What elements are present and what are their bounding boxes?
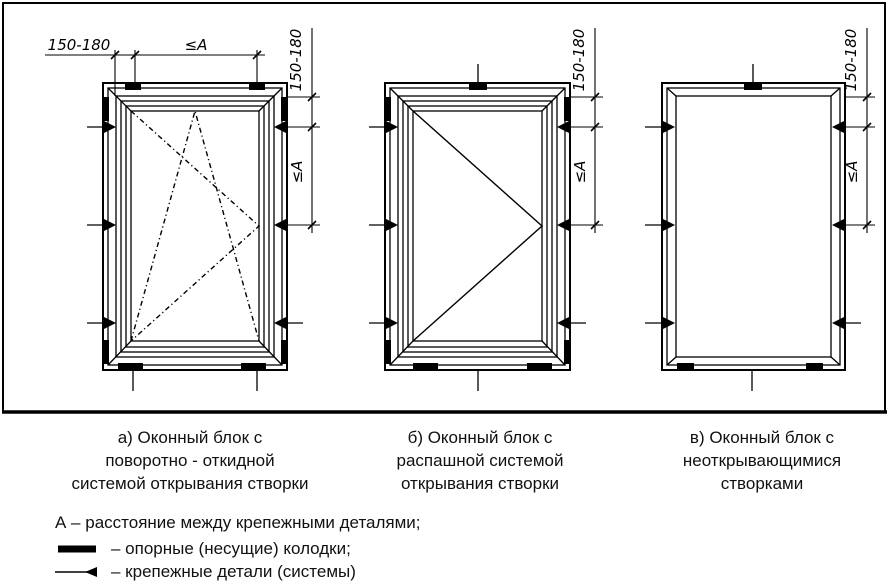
- fastener-icon: [55, 565, 103, 579]
- legend-support-blocks-text: – опорные (несущие) колодки;: [111, 539, 351, 558]
- caption-line: неоткрывающимися: [682, 451, 842, 470]
- window-c-dim-right: [842, 28, 875, 233]
- window-b-fasteners: [369, 64, 586, 391]
- dim-label-spacing-top-a: ≤A: [184, 36, 208, 54]
- window-a-opening-lines: [131, 111, 259, 341]
- window-b-drawing: [369, 28, 603, 391]
- caption-line: б) Оконный блок с: [407, 428, 553, 447]
- window-a-fasteners: [87, 121, 303, 391]
- window-c-fasteners: [645, 64, 861, 391]
- window-a-drawing: [45, 28, 320, 391]
- caption-line: распашной системой: [396, 451, 564, 470]
- caption-window-b: [330, 426, 630, 495]
- dim-label-offset-right-c: 150-180: [842, 28, 860, 92]
- dim-label-spacing-right-a: ≤A: [288, 160, 306, 184]
- window-c-drawing: [645, 28, 875, 391]
- dim-label-offset-top-a: 150-180: [47, 36, 111, 54]
- window-a-dim-top: [45, 36, 265, 96]
- window-a-dim-right: [286, 28, 320, 233]
- caption-line: створками: [720, 474, 804, 493]
- dim-label-spacing-right-b: ≤A: [571, 160, 589, 184]
- caption-line: а) Оконный блок с: [117, 428, 263, 447]
- legend-item-fasteners: [55, 562, 356, 582]
- window-b-opening-lines: [413, 111, 542, 341]
- caption-line: открывания створки: [400, 474, 560, 493]
- caption-window-a: [40, 426, 340, 495]
- legend-item-distance: [55, 513, 421, 533]
- legend-item-support-blocks: [55, 539, 351, 559]
- caption-line: поворотно - откидной: [105, 451, 275, 470]
- dim-label-spacing-right-c: ≤A: [843, 160, 861, 184]
- window-b-dim-right: [569, 28, 603, 233]
- support-block-icon: [55, 543, 103, 555]
- dim-label-offset-right-b: 150-180: [570, 28, 588, 92]
- window-c-support-blocks: [677, 84, 823, 369]
- window-c-frame: [662, 83, 845, 370]
- legend-fasteners-text: – крепежные детали (системы): [111, 562, 356, 581]
- dim-label-offset-right-a: 150-180: [287, 28, 305, 92]
- caption-line: в) Оконный блок с: [689, 428, 835, 447]
- legend-distance-text: А – расстояние между крепежными деталями;: [55, 513, 421, 532]
- caption-window-c: [612, 426, 889, 495]
- caption-line: системой открывания створки: [71, 474, 309, 493]
